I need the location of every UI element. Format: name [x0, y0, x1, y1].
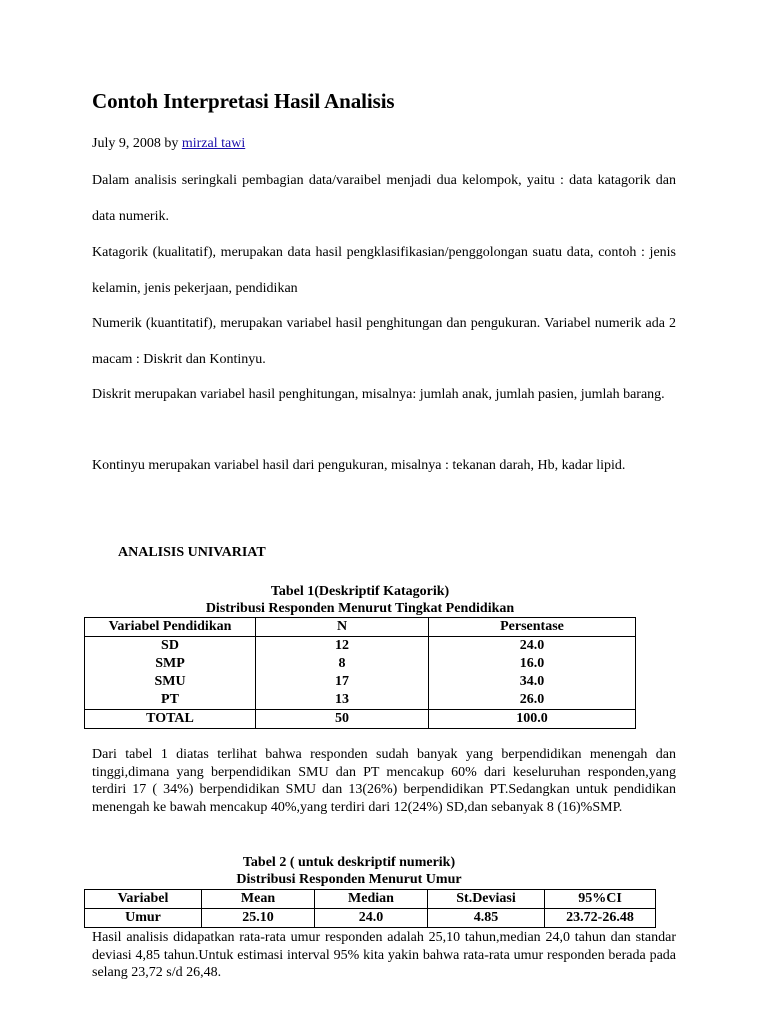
post-date: July 9, 2008 by [92, 136, 179, 151]
table2-header: St.Deviasi [428, 890, 545, 909]
table-cell: 13 [256, 691, 429, 710]
table-cell: 23.72-26.48 [545, 909, 656, 928]
table2-header: Mean [202, 890, 315, 909]
education-table [84, 617, 636, 729]
table2-header: 95%CI [545, 890, 656, 909]
page-title: Contoh Interpretasi Hasil Analisis [92, 89, 395, 113]
table2-caption-title: Tabel 2 ( untuk deskriptif numerik) [242, 855, 456, 870]
table-cell: TOTAL [85, 710, 256, 729]
age-table [84, 889, 656, 928]
table1-header: N [256, 618, 429, 637]
paragraph-3: Numerik (kuantitatif), merupakan variabel hasil penghitungan dan pengukuran. Variabel numerik ada 2 macam : Diskrit dan Kontinyu. [92, 316, 676, 367]
table-cell: SD [85, 637, 256, 656]
table-row [85, 637, 636, 656]
table-cell: 17 [256, 673, 429, 691]
paragraph-5: Kontinyu merupakan variabel hasil dari pengukuran, misalnya : tekanan darah, Hb, kadar lipid. [92, 458, 626, 473]
table-row [85, 691, 636, 710]
paragraph-2: Katagorik (kualitatif), merupakan data hasil pengklasifikasian/penggolongan suatu data, contoh : jenis kelamin, jenis pekerjaan, pendidikan [92, 245, 676, 296]
table-cell: 12 [256, 637, 429, 656]
table-row [85, 673, 636, 691]
table1-header: Persentase [429, 618, 636, 637]
table-cell: 26.0 [429, 691, 636, 710]
table1-caption-title: Tabel 1(Deskriptif Katagorik) [270, 584, 450, 599]
table-cell: 8 [256, 655, 429, 673]
author-link[interactable]: mirzal tawi [181, 136, 246, 151]
table-cell: 25.10 [202, 909, 315, 928]
table2-interpretation: Hasil analisis didapatkan rata-rata umur responden adalah 25,10 tahun,median 24,0 tahun dan standar deviasi 4,85 tahun.Untuk estimasi interval 95% kita yakin bahwa rata-rata umur responden berada pada selang 23,72 s/d 26,48. [92, 930, 676, 980]
post-meta [92, 136, 245, 152]
table-cell: 4.85 [428, 909, 545, 928]
table-cell: 24.0 [315, 909, 428, 928]
table2-header: Variabel [85, 890, 202, 909]
table1-interpretation: Dari tabel 1 diatas terlihat bahwa responden sudah banyak yang berpendidikan menengah dan tinggi,dimana yang berpendidikan SMU dan PT mencakup 60% dari keseluruhan responden,yang terdiri 17 ( 34%) berpendidikan SMU dan 13(26%) berpendidikan PT.Sedangkan untuk pendidikan menengah ke bawah mencakup 40%,yang terdiri dari 12(24%) SD,dan sebanyak 8 (16)%SMP. [92, 747, 676, 815]
table-cell: SMP [85, 655, 256, 673]
table-row [85, 655, 636, 673]
paragraph-4: Diskrit merupakan variabel hasil penghitungan, misalnya: jumlah anak, jumlah pasien, jumlah barang. [92, 387, 665, 402]
table-total-row [85, 710, 636, 729]
table2-caption-subtitle: Distribusi Responden Menurut Umur [236, 872, 462, 887]
table1-caption-subtitle: Distribusi Responden Menurut Tingkat Pendidikan [205, 601, 515, 616]
table2-caption [84, 854, 614, 888]
table-cell: PT [85, 691, 256, 710]
table-cell: 50 [256, 710, 429, 729]
table2-header: Median [315, 890, 428, 909]
section-heading: ANALISIS UNIVARIAT [118, 545, 266, 560]
table-cell: 100.0 [429, 710, 636, 729]
table1-header: Variabel Pendidikan [85, 618, 256, 637]
table-cell: 16.0 [429, 655, 636, 673]
table-cell: 24.0 [429, 637, 636, 656]
table-cell: SMU [85, 673, 256, 691]
table-cell: 34.0 [429, 673, 636, 691]
table1-caption [84, 583, 636, 617]
table-row [85, 909, 656, 928]
table-cell: Umur [85, 909, 202, 928]
paragraph-1: Dalam analisis seringkali pembagian data/varaibel menjadi dua kelompok, yaitu : data katagorik dan data numerik. [92, 173, 676, 224]
